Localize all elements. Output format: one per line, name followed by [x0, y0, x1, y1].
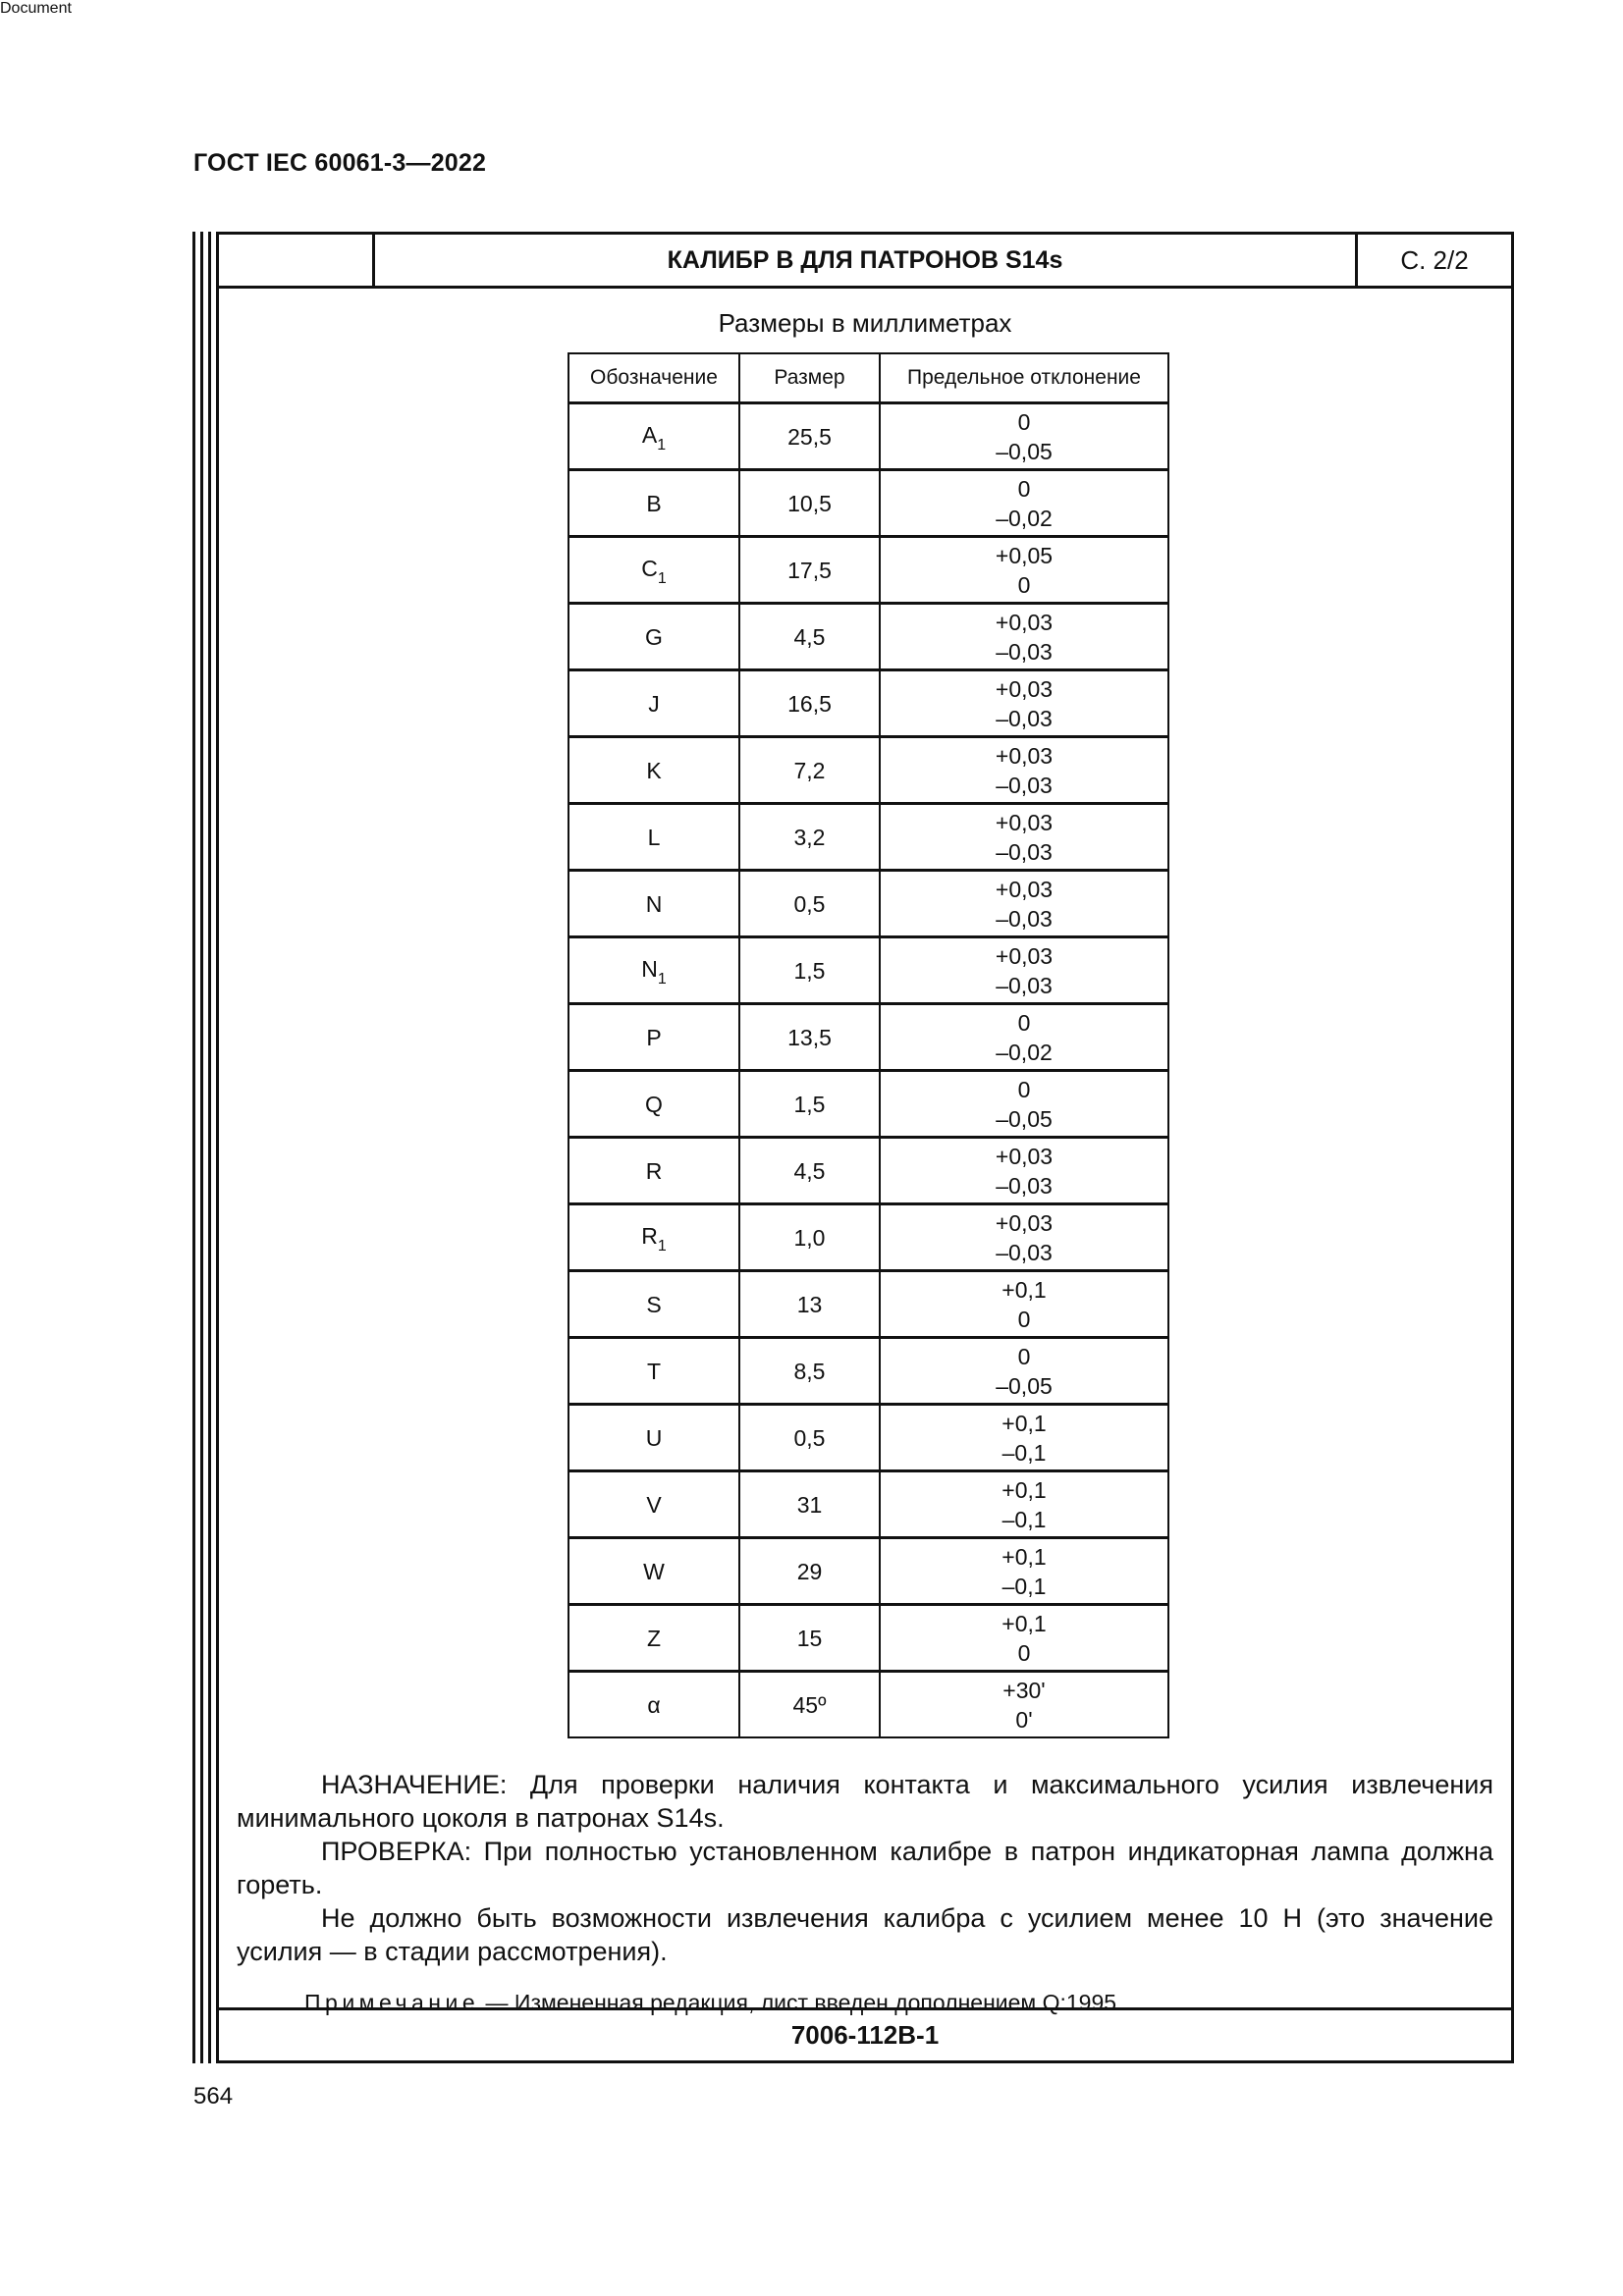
designation-cell: [568, 670, 739, 737]
designation-subscript: 1: [657, 436, 667, 454]
designation-cell: [568, 1471, 739, 1538]
tolerance-cell: [880, 470, 1168, 537]
designation-symbol: V: [646, 1491, 662, 1518]
upper-deviation: +30': [1002, 1677, 1046, 1703]
lower-deviation: –0,05: [996, 1372, 1053, 1399]
column-header-designation: Обозначение: [568, 353, 739, 403]
tolerance-cell: [880, 871, 1168, 937]
upper-deviation: +0,1: [1001, 1476, 1047, 1503]
lower-deviation: 0: [1017, 1639, 1031, 1666]
tolerance-cell: [880, 937, 1168, 1004]
upper-deviation: +0,1: [1001, 1543, 1047, 1570]
table-row: [568, 670, 1168, 737]
designation-subscript: 1: [657, 569, 667, 587]
size-cell: 25,5: [739, 403, 880, 470]
tolerance-cell: [880, 1338, 1168, 1405]
purpose-paragraph: НАЗНАЧЕНИЕ: Для проверки наличия контакта и максимального усилия извлечения минимального цоколя в патронах S14s.: [237, 1770, 1493, 1833]
upper-deviation: +0,03: [995, 1209, 1054, 1236]
table-row: [568, 737, 1168, 804]
designation-symbol: W: [643, 1558, 665, 1584]
designation-symbol: J: [648, 690, 660, 717]
table-row: [568, 1204, 1168, 1271]
designation-symbol: G: [645, 623, 663, 650]
tolerance-cell: [880, 1605, 1168, 1672]
designation-symbol: L: [647, 824, 661, 850]
title-row: [219, 235, 1511, 289]
size-cell: 7,2: [739, 737, 880, 804]
designation-symbol: R: [645, 1157, 663, 1184]
table-row: [568, 1471, 1168, 1538]
designation-cell: [568, 1138, 739, 1204]
table-row: [568, 604, 1168, 670]
designation-cell: [568, 1071, 739, 1138]
size-cell: 1,5: [739, 1071, 880, 1138]
designation-cell: [568, 1405, 739, 1471]
designation-symbol: B: [646, 490, 662, 516]
tolerance-cell: [880, 804, 1168, 871]
tolerance-cell: [880, 604, 1168, 670]
designation-cell: [568, 937, 739, 1004]
size-cell: 31: [739, 1471, 880, 1538]
table-row: [568, 1338, 1168, 1405]
sheet-number: С. 2/2: [1355, 235, 1511, 286]
table-row: [568, 1405, 1168, 1471]
designation-subscript: 1: [657, 970, 667, 988]
page-number: 564: [193, 2083, 234, 2109]
lower-deviation: –0,02: [996, 505, 1053, 531]
lower-deviation: –0,03: [996, 1239, 1053, 1265]
sheet-code: 7006-112B-1: [219, 2007, 1511, 2060]
tolerance-cell: [880, 537, 1168, 604]
table-row: [568, 403, 1168, 470]
lower-deviation: –0,1: [1001, 1573, 1047, 1599]
title-blank-cell: [219, 235, 375, 286]
tolerance-cell: [880, 1471, 1168, 1538]
units-caption: Размеры в миллиметрах: [718, 308, 1012, 338]
table-row: [568, 1071, 1168, 1138]
tolerance-cell: [880, 1004, 1168, 1071]
upper-deviation: +0,03: [995, 675, 1054, 702]
designation-symbol: P: [646, 1024, 662, 1050]
tolerance-cell: [880, 1538, 1168, 1605]
size-cell: 29: [739, 1538, 880, 1605]
table-row: [568, 804, 1168, 871]
table-row: [568, 1271, 1168, 1338]
upper-deviation: 0: [1017, 408, 1031, 435]
table-row: [568, 1538, 1168, 1605]
designation-cell: [568, 537, 739, 604]
tolerance-cell: [880, 737, 1168, 804]
designation-cell: [568, 1605, 739, 1672]
upper-deviation: 0: [1017, 1009, 1031, 1036]
lower-deviation: –0,03: [996, 772, 1053, 798]
size-cell: 0,5: [739, 1405, 880, 1471]
designation-cell: [568, 1004, 739, 1071]
upper-deviation: +0,1: [1001, 1610, 1047, 1636]
size-cell: 17,5: [739, 537, 880, 604]
note-text: — Измененная редакция, лист введен дополнением Q:1995.: [479, 1990, 1123, 2015]
designation-cell: [568, 871, 739, 937]
size-cell: 4,5: [739, 1138, 880, 1204]
table-row: [568, 537, 1168, 604]
designation-cell: [568, 737, 739, 804]
upper-deviation: +0,03: [995, 742, 1054, 769]
size-cell: 1,0: [739, 1204, 880, 1271]
note-label: Примечание: [304, 1990, 480, 2015]
sheet-frame: [216, 232, 1514, 2063]
binding-line: [208, 232, 211, 2063]
designation-symbol: S: [646, 1291, 662, 1317]
designation-cell: [568, 804, 739, 871]
size-cell: 1,5: [739, 937, 880, 1004]
designation-cell: [568, 1204, 739, 1271]
check-paragraph: ПРОВЕРКА: При полностью установленном калибре в патрон индикаторная лампа должна гореть.: [237, 1837, 1493, 1899]
table-row: [568, 1004, 1168, 1071]
table-row: [568, 871, 1168, 937]
tolerance-cell: [880, 1672, 1168, 1738]
lower-deviation: 0: [1017, 1306, 1031, 1332]
designation-symbol: Q: [645, 1091, 663, 1117]
designation-cell: [568, 1672, 739, 1738]
tolerance-cell: [880, 1071, 1168, 1138]
size-cell: 45º: [739, 1672, 880, 1738]
designation-symbol: N: [641, 955, 658, 982]
upper-deviation: +0,03: [995, 609, 1054, 635]
upper-deviation: 0: [1017, 475, 1031, 502]
designation-symbol: A: [641, 421, 658, 448]
lower-deviation: –0,02: [996, 1039, 1053, 1065]
designation-symbol: K: [646, 757, 662, 783]
lower-deviation: 0: [1017, 571, 1031, 598]
table-row: [568, 1138, 1168, 1204]
lower-deviation: –0,05: [996, 1105, 1053, 1132]
tolerance-cell: [880, 1204, 1168, 1271]
description-text: [237, 1768, 1493, 1968]
designation-cell: [568, 1538, 739, 1605]
lower-deviation: –0,1: [1001, 1506, 1047, 1532]
designation-symbol: U: [645, 1424, 663, 1451]
upper-deviation: 0: [1017, 1076, 1031, 1102]
table-row: [568, 470, 1168, 537]
lower-deviation: –0,03: [996, 705, 1053, 731]
column-header-tolerance: Предельное отклонение: [880, 353, 1168, 403]
designation-cell: [568, 470, 739, 537]
designation-symbol: α: [647, 1691, 661, 1718]
column-header-size: Размер: [739, 353, 880, 403]
force-paragraph: Не должно быть возможности извлечения калибра с усилием менее 10 Н (это значение усилия — в стадии рассмотрения).: [237, 1903, 1493, 1966]
upper-deviation: +0,03: [995, 809, 1054, 835]
table-row: [568, 1672, 1168, 1738]
size-cell: 8,5: [739, 1338, 880, 1405]
upper-deviation: +0,03: [995, 876, 1054, 902]
lower-deviation: –0,03: [996, 1172, 1053, 1199]
designation-symbol: Z: [646, 1625, 662, 1651]
upper-deviation: 0: [1017, 1343, 1031, 1369]
tolerance-cell: [880, 403, 1168, 470]
designation-symbol: N: [645, 890, 663, 917]
size-cell: 0,5: [739, 871, 880, 937]
designation-cell: [568, 403, 739, 470]
designation-symbol: C: [641, 555, 658, 581]
tolerance-cell: [880, 670, 1168, 737]
lower-deviation: 0': [1015, 1706, 1033, 1733]
table-header-row: [568, 353, 1168, 403]
lower-deviation: –0,03: [996, 905, 1053, 932]
lower-deviation: –0,03: [996, 838, 1053, 865]
size-cell: 13: [739, 1271, 880, 1338]
designation-symbol: T: [646, 1358, 662, 1384]
size-cell: 10,5: [739, 470, 880, 537]
table-row: [568, 937, 1168, 1004]
upper-deviation: +0,1: [1001, 1410, 1047, 1436]
binding-line: [200, 232, 203, 2063]
size-cell: 15: [739, 1605, 880, 1672]
designation-symbol: R: [641, 1222, 658, 1249]
lower-deviation: –0,03: [996, 972, 1053, 998]
size-cell: 4,5: [739, 604, 880, 670]
designation-cell: [568, 1338, 739, 1405]
tolerance-cell: [880, 1138, 1168, 1204]
dimensions-table: [568, 352, 1169, 1738]
table-body: [568, 403, 1168, 1738]
binding-line: [192, 232, 195, 2063]
upper-deviation: +0,03: [995, 942, 1054, 969]
upper-deviation: +0,1: [1001, 1276, 1047, 1303]
tolerance-cell: [880, 1271, 1168, 1338]
lower-deviation: –0,05: [996, 438, 1053, 464]
upper-deviation: +0,03: [995, 1143, 1054, 1169]
sheet-title: КАЛИБР В ДЛЯ ПАТРОНОВ S14s: [667, 245, 1063, 274]
designation-cell: [568, 604, 739, 670]
table-row: [568, 1605, 1168, 1672]
tolerance-cell: [880, 1405, 1168, 1471]
document-header: ГОСТ IEC 60061-3—2022: [193, 149, 487, 177]
designation-subscript: 1: [657, 1237, 667, 1255]
lower-deviation: –0,03: [996, 638, 1053, 665]
upper-deviation: +0,05: [995, 542, 1054, 568]
designation-cell: [568, 1271, 739, 1338]
size-cell: 13,5: [739, 1004, 880, 1071]
lower-deviation: –0,1: [1001, 1439, 1047, 1466]
size-cell: 3,2: [739, 804, 880, 871]
size-cell: 16,5: [739, 670, 880, 737]
